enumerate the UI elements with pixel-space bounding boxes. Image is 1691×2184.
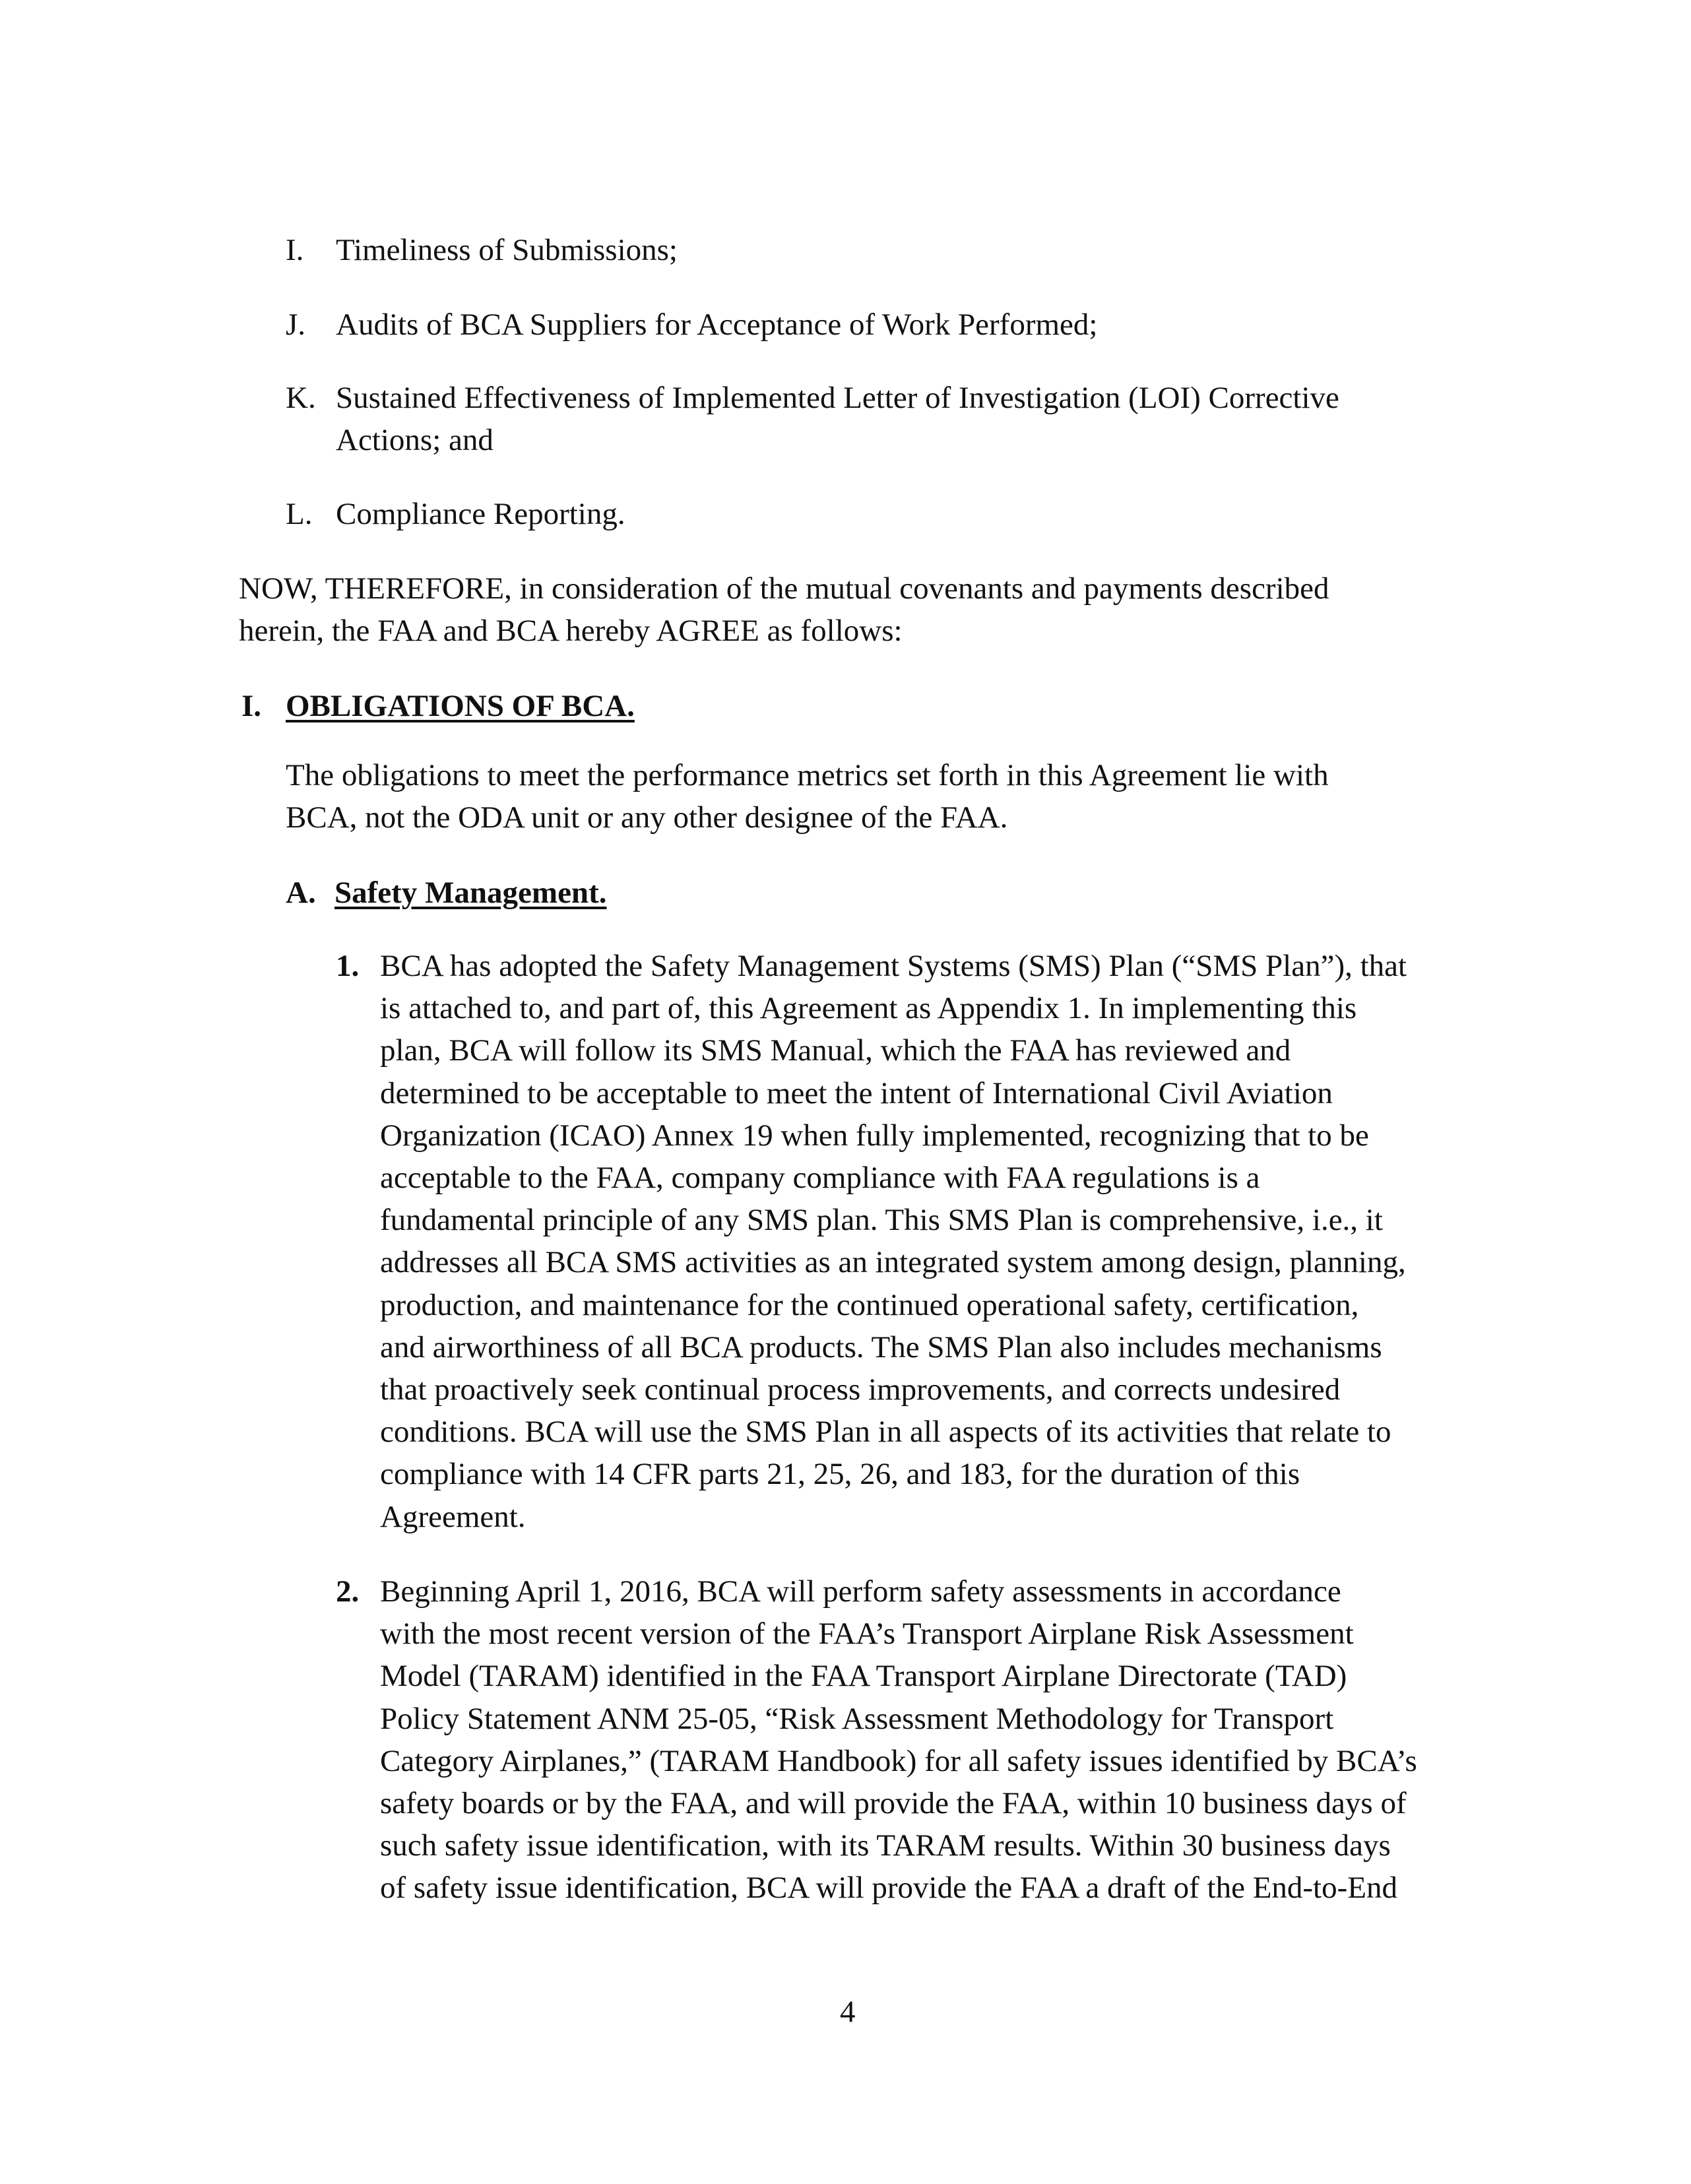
item-text: safety boards or by the FAA, and will provide the FAA, within 10 business days of bbox=[380, 1786, 1407, 1820]
list-item-text: Timeliness of Submissions; bbox=[336, 233, 678, 267]
item-text: Agreement. bbox=[380, 1499, 526, 1534]
section-marker: I. bbox=[241, 689, 262, 723]
subsection-title: Safety Management. bbox=[335, 876, 607, 910]
item-number: 2. bbox=[336, 1574, 360, 1609]
section-paragraph: BCA, not the ODA unit or any other designee of the FAA. bbox=[286, 800, 1008, 835]
item-text: Category Airplanes,” (TARAM Handbook) for all safety issues identified by BCA’s bbox=[380, 1743, 1417, 1778]
item-text: production, and maintenance for the continued operational safety, certification, bbox=[380, 1287, 1359, 1322]
item-text: with the most recent version of the FAA’s Transport Airplane Risk Assessment bbox=[380, 1617, 1354, 1652]
item-text: fundamental principle of any SMS plan. This SMS Plan is comprehensive, i.e., it bbox=[380, 1203, 1383, 1238]
list-marker: K. bbox=[286, 381, 316, 415]
item-text: that proactively seek continual process improvements, and corrects undesired bbox=[380, 1372, 1341, 1407]
list-item-text: Actions; and bbox=[336, 423, 494, 458]
item-text: compliance with 14 CFR parts 21, 25, 26, and 183, for the duration of this bbox=[380, 1457, 1300, 1492]
item-text: acceptable to the FAA, company compliance with FAA regulations is a bbox=[380, 1161, 1260, 1195]
item-text: Model (TARAM) identified in the FAA Transport Airplane Directorate (TAD) bbox=[380, 1659, 1347, 1694]
now-therefore-text: NOW, THEREFORE, in consideration of the mutual covenants and payments described bbox=[239, 571, 1329, 606]
list-marker: L. bbox=[286, 497, 313, 531]
list-marker: I. bbox=[286, 233, 304, 267]
item-text: is attached to, and part of, this Agreement as Appendix 1. In implementing this bbox=[380, 991, 1357, 1026]
item-text: BCA has adopted the Safety Management Systems (SMS) Plan (“SMS Plan”), that bbox=[380, 949, 1407, 983]
section-paragraph: The obligations to meet the performance metrics set forth in this Agreement lie with bbox=[286, 758, 1329, 792]
item-text: such safety issue identification, with its TARAM results. Within 30 business days bbox=[380, 1828, 1391, 1863]
item-text: Organization (ICAO) Annex 19 when fully implemented, recognizing that to be bbox=[380, 1118, 1369, 1153]
item-text: of safety issue identification, BCA will provide the FAA a draft of the End-to-End bbox=[380, 1871, 1397, 1906]
list-item-text: Compliance Reporting. bbox=[336, 497, 625, 531]
item-text: Policy Statement ANM 25-05, “Risk Assessment Methodology for Transport bbox=[380, 1701, 1334, 1736]
now-therefore-text: herein, the FAA and BCA hereby AGREE as follows: bbox=[239, 614, 903, 649]
list-item-text: Sustained Effectiveness of Implemented Letter of Investigation (LOI) Corrective bbox=[336, 381, 1339, 415]
list-item-text: Audits of BCA Suppliers for Acceptance of Work Performed; bbox=[336, 307, 1098, 342]
section-title: OBLIGATIONS OF BCA. bbox=[286, 689, 635, 723]
subsection-marker: A. bbox=[286, 876, 316, 910]
list-marker: J. bbox=[286, 307, 306, 342]
item-text: addresses all BCA SMS activities as an integrated system among design, planning, bbox=[380, 1245, 1406, 1280]
item-text: conditions. BCA will use the SMS Plan in all aspects of its activities that relate to bbox=[380, 1415, 1391, 1450]
item-text: determined to be acceptable to meet the intent of International Civil Aviation bbox=[380, 1076, 1333, 1110]
page-number: 4 bbox=[840, 1995, 856, 2029]
item-text: and airworthiness of all BCA products. The SMS Plan also includes mechanisms bbox=[380, 1330, 1382, 1365]
item-text: Beginning April 1, 2016, BCA will perform safety assessments in accordance bbox=[380, 1574, 1341, 1609]
item-number: 1. bbox=[336, 949, 360, 983]
item-text: plan, BCA will follow its SMS Manual, which the FAA has reviewed and bbox=[380, 1033, 1291, 1068]
